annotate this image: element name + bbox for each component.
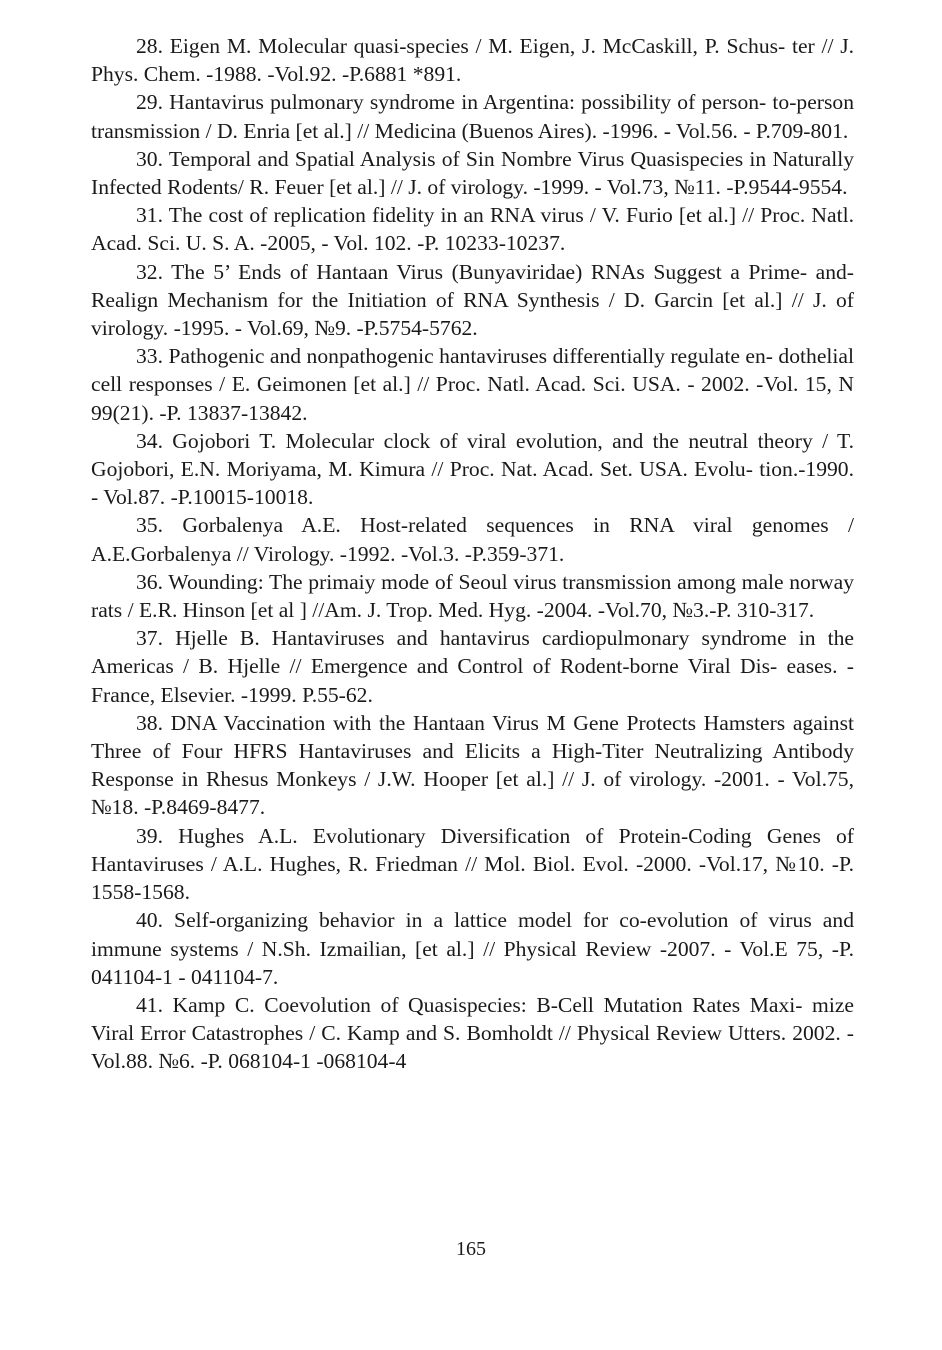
reference-33: 33. Pathogenic and nonpathogenic hantaviruses differentially regulate en- dothelial cell responses / E. Geimonen [et al.] // Proc. Natl. Acad. Sci. USA. - 2002. -Vol. 15, N 99(21). -P. 13837-13842. [91,344,854,425]
reference-28: 28. Eigen M. Molecular quasi-species / M. Eigen, J. McCaskill, P. Schus- ter // J. Phys. Chem. -1988. -Vol.92. -P.6881 *891. [91,34,854,87]
reference-34: 34. Gojobori T. Molecular clock of viral evolution, and the neutral theory / T. Gojobori, E.N. Moriyama, M. Kimura // Proc. Nat. Acad. Set. USA. Evolu- tion.-1990. - Vol.87. -P.10015-10018. [91,428,854,510]
reference-31: 31. The cost of replication fidelity in an RNA virus / V. Furio [et al.] // Proc. Natl. Acad. Sci. U. S. A. -2005, - Vol. 102. -P. 10233-10237. [91,203,854,256]
reference-30: 30. Temporal and Spatial Analysis of Sin Nombre Virus Quasispecies in Naturally Infected Rodents/ R. Feuer [et al.] // J. of virology. -1999. - Vol.73, №11. -P.9544-9554. [91,146,854,200]
reference-29: 29. Hantavirus pulmonary syndrome in Argentina: possibility of person- to-person transmission / D. Enria [et al.] // Medicina (Buenos Aires). -1996. - Vol.56. - P.709-801. [91,90,854,143]
reference-37: 37. Hjelle B. Hantaviruses and hantavirus cardiopulmonary syndrome in the Americas / B. Hjelle // Emergence and Control of Rodent-borne Viral Dis- eases. -France, Elsevier. -1999. P.55-62. [91,626,854,707]
reference-41: 41. Kamp C. Coevolution of Quasispecies: B-Cell Mutation Rates Maxi- mize Viral Error Catastrophes / C. Kamp and S. Bomholdt // Physical Review Utters. 2002. -Vol.88. №6. -P. 068104-1 -068104-4 [91,992,854,1074]
reference-36: 36. Wounding: The primaiy mode of Seoul virus transmission among male norway rats / E.R. Hinson [et al ] //Am. J. Trop. Med. Hyg. -2004. -Vol.70, №3.-P. 310-317. [91,569,854,623]
reference-35: 35. Gorbalenya A.E. Host-related sequences in RNA viral genomes / A.E.Gorbalenya // Virology. -1992. -Vol.3. -P.359-371. [91,513,854,566]
reference-40: 40. Self-organizing behavior in a lattice model for co-evolution of virus and immune systems / N.Sh. Izmailian, [et al.] // Physical Review -2007. - Vol.E 75, -P. 041104-1 - 041104-7. [91,908,854,989]
page-number: 165 [456,1238,486,1260]
reference-38: 38. DNA Vaccination with the Hantaan Virus M Gene Protects Hamsters against Three of Four HFRS Hantaviruses and Elicits a High-Titer Neutralizing Antibody Response in Rhesus Monkeys / J.W. Hooper [et al.] // J. of virology. -2001. - Vol.75, №18. -P.8469-8477. [91,710,854,820]
references-list [91,32,854,1076]
reference-32: 32. The 5’ Ends of Hantaan Virus (Bunyaviridae) RNAs Suggest a Prime- and-Realign Mechanism for the Initiation of RNA Synthesis / D. Garcin [et al.] // J. of virology. -1995. - Vol.69, №9. -P.5754-5762. [91,259,854,341]
reference-39: 39. Hughes A.L. Evolutionary Diversification of Protein-Coding Genes of Hantaviruses / A.L. Hughes, R. Friedman // Mol. Biol. Evol. -2000. -Vol.17, №10. -P. 1558-1568. [91,823,854,905]
